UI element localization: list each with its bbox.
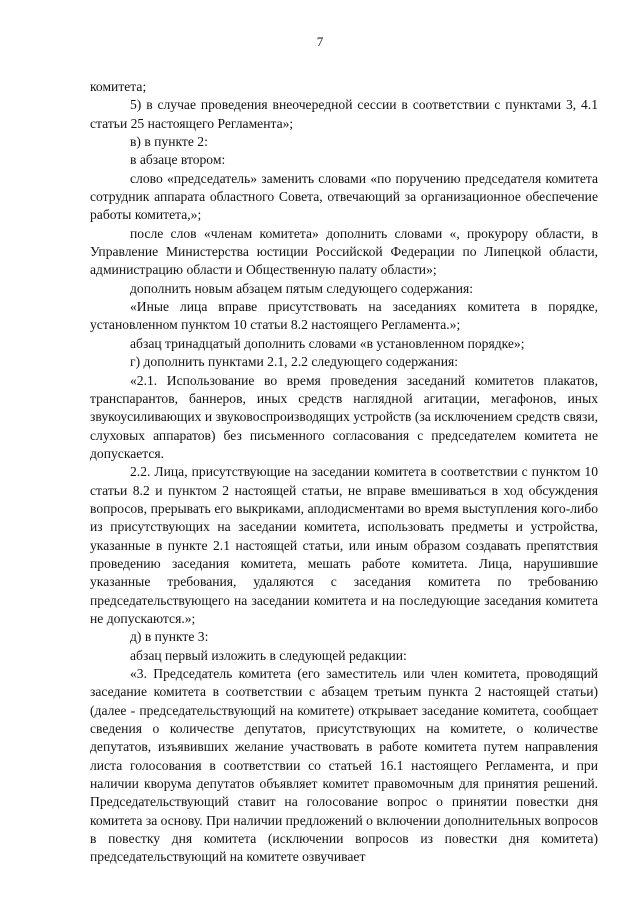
paragraph: дополнить новым абзацем пятым следующего содержания: <box>130 280 474 296</box>
paragraph: в абзаце втором: <box>130 152 226 168</box>
paragraph: после слов «членам комитета» дополнить словами «, прокурору области, в Управление Министерства юстиции Российской Федерации по Липецкой области, администрацию области и Общественную палату области»; <box>90 225 598 278</box>
paragraph: «Иные лица вправе присутствовать на заседаниях комитета в порядке, установленном пунктом 10 статьи 8.2 настоящего Регламента.»; <box>90 299 598 333</box>
paragraph: «2.1. Использование во время проведения заседаний комитетов плакатов, транспарантов, баннеров, иных средств наглядной агитации, мегафонов, иных звукоусиливающих и звуковоспроизводящих устройств (за исключением средств связи, слуховых аппаратов) без письменного согласования с председателем комитета не допускается. <box>90 372 598 461</box>
document-body <box>90 78 598 867</box>
paragraph: д) в пункте 3: <box>130 629 209 645</box>
paragraph: абзац тринадцатый дополнить словами «в установленном порядке»; <box>130 335 525 351</box>
page-number: 7 <box>316 34 324 49</box>
paragraph: г) дополнить пунктами 2.1, 2.2 следующего содержания: <box>130 354 459 370</box>
paragraph: 2.2. Лица, присутствующие на заседании комитета в соответствии с пунктом 10 статьи 8.2 и пунктом 2 настоящей статьи, не вправе вмешиваться в ход обсуждения вопросов, прерывать его выкриками, аплодисментами во время выступления кого-либо из присутствующих на заседании комитета, использовать предметы и устройства, указанные в пункте 2.1 настоящей статьи, или иным образом создавать препятствия проведению заседания комитета, мешать работе комитета. Лица, нарушившие указанные требования, удаляются с заседания комитета по требованию председательствующего на заседании комитета и на последующие заседания комитета не допускаются.»; <box>90 464 598 626</box>
paragraph: в) в пункте 2: <box>130 134 208 150</box>
paragraph: 5) в случае проведения внеочередной сессии в соответствии с пунктами 3, 4.1 статьи 25 настоящего Регламента»; <box>90 97 598 131</box>
paragraph: абзац первый изложить в следующей редакции: <box>130 647 407 663</box>
paragraph: комитета; <box>90 79 147 94</box>
paragraph: слово «председатель» заменить словами «по поручению председателя комитета сотрудник аппарата областного Совета, отвечающий за организационное обеспечение работы комитета,»; <box>90 170 598 223</box>
paragraph: «3. Председатель комитета (его заместитель или член комитета, проводящий заседание комитета в соответствии с абзацем третьим пункта 2 настоящей статьи) (далее - председательствующий на комитете) открывает заседание комитета, сообщает сведения о количестве депутатов, присутствующих на комитете, о количестве депутатов, изъявивших желание участвовать в работе комитета путем направления листа голосования в соответствии со статьей 16.1 настоящего Регламента, и при наличии кворума депутатов объявляет комитет правомочным для принятия решений. Председательствующий ставит на голосование вопрос о принятии повестки дня комитета за основу. При наличии предложений о включении дополнительных вопросов в повестку дня комитета (исключении вопросов из повестки дня комитета) председательствующий на комитете озвучивает <box>90 666 598 865</box>
